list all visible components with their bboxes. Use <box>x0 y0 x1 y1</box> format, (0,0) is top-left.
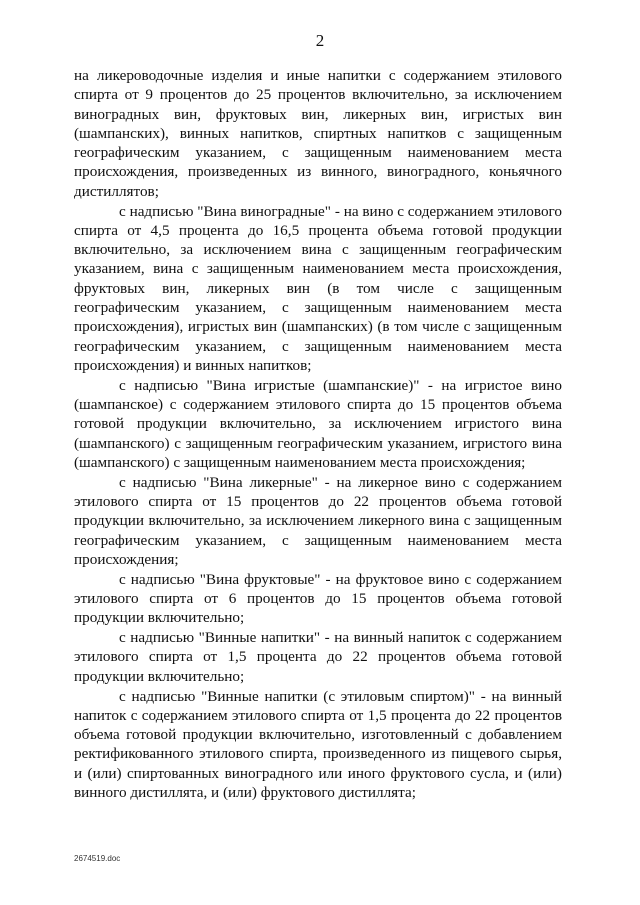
paragraph-grape-wines: с надписью "Вина виноградные" - на вино с содержанием этилового спирта от 4,5 процента до 16,5 процента объема готовой продукции включительно, за исключением вина с защищенным географическим указанием, вина с защищенным наименованием места происхождения, фруктовых вин, ликерных вин (в том числе с защищенным географическим указанием, с защищенным наименованием места происхождения), игристых вин (шампанских) (в том числе с защищенным географическим указанием, с защищенным наименованием места происхождения) и винных напитков; <box>74 202 562 374</box>
document-body <box>74 66 562 803</box>
paragraph-sparkling-wines: с надписью "Вина игристые (шампанские)" - на игристое вино (шампанское) с содержанием этилового спирта до 15 процентов объема готовой продукции включительно, за исключением игристого вина (шампанского) с защищенным географическим указанием, игристого вина (шампанского) с защищенным наименованием места происхождения; <box>74 376 562 471</box>
paragraph-liqueur-wines: с надписью "Вина ликерные" - на ликерное вино с содержанием этилового спирта от 15 процентов до 22 процентов объема готовой продукции включительно, за исключением ликерного вина с защищенным географическим указанием, с защищенным наименованием места происхождения; <box>74 473 562 568</box>
document-file-code: 2674519.doc <box>74 854 121 863</box>
paragraph-wine-drinks-ethyl: с надписью "Винные напитки (с этиловым спиртом)" - на винный напиток с содержанием этилового спирта от 1,5 процента до 22 процентов объема готовой продукции включительно, изготовленный с добавлением ректификованного этилового спирта, произведенного из пищевого сырья, и (или) спиртованных виноградного или иного фруктового сусла, и (или) винного дистиллята, и (или) фруктового дистиллята; <box>74 687 562 801</box>
paragraph-continuation: на ликероводочные изделия и иные напитки с содержанием этилового спирта от 9 процентов до 25 процентов включительно, за исключением виноградных вин, фруктовых вин, ликерных вин, игристых вин (шампанских), винных напитков, спиртных напитков с защищенным географическим указанием, с защищенным наименованием места происхождения, произведенных из винного, виноградного, коньячного дистиллятов; <box>74 67 562 200</box>
paragraph-wine-drinks: с надписью "Винные напитки" - на винный напиток с содержанием этилового спирта от 1,5 процента до 22 процентов объема готовой продукции включительно; <box>74 629 562 685</box>
page-number: 2 <box>315 31 325 50</box>
paragraph-fruit-wines: с надписью "Вина фруктовые" - на фруктовое вино с содержанием этилового спирта от 6 процентов до 15 процентов объема готовой продукции включительно; <box>74 570 562 627</box>
